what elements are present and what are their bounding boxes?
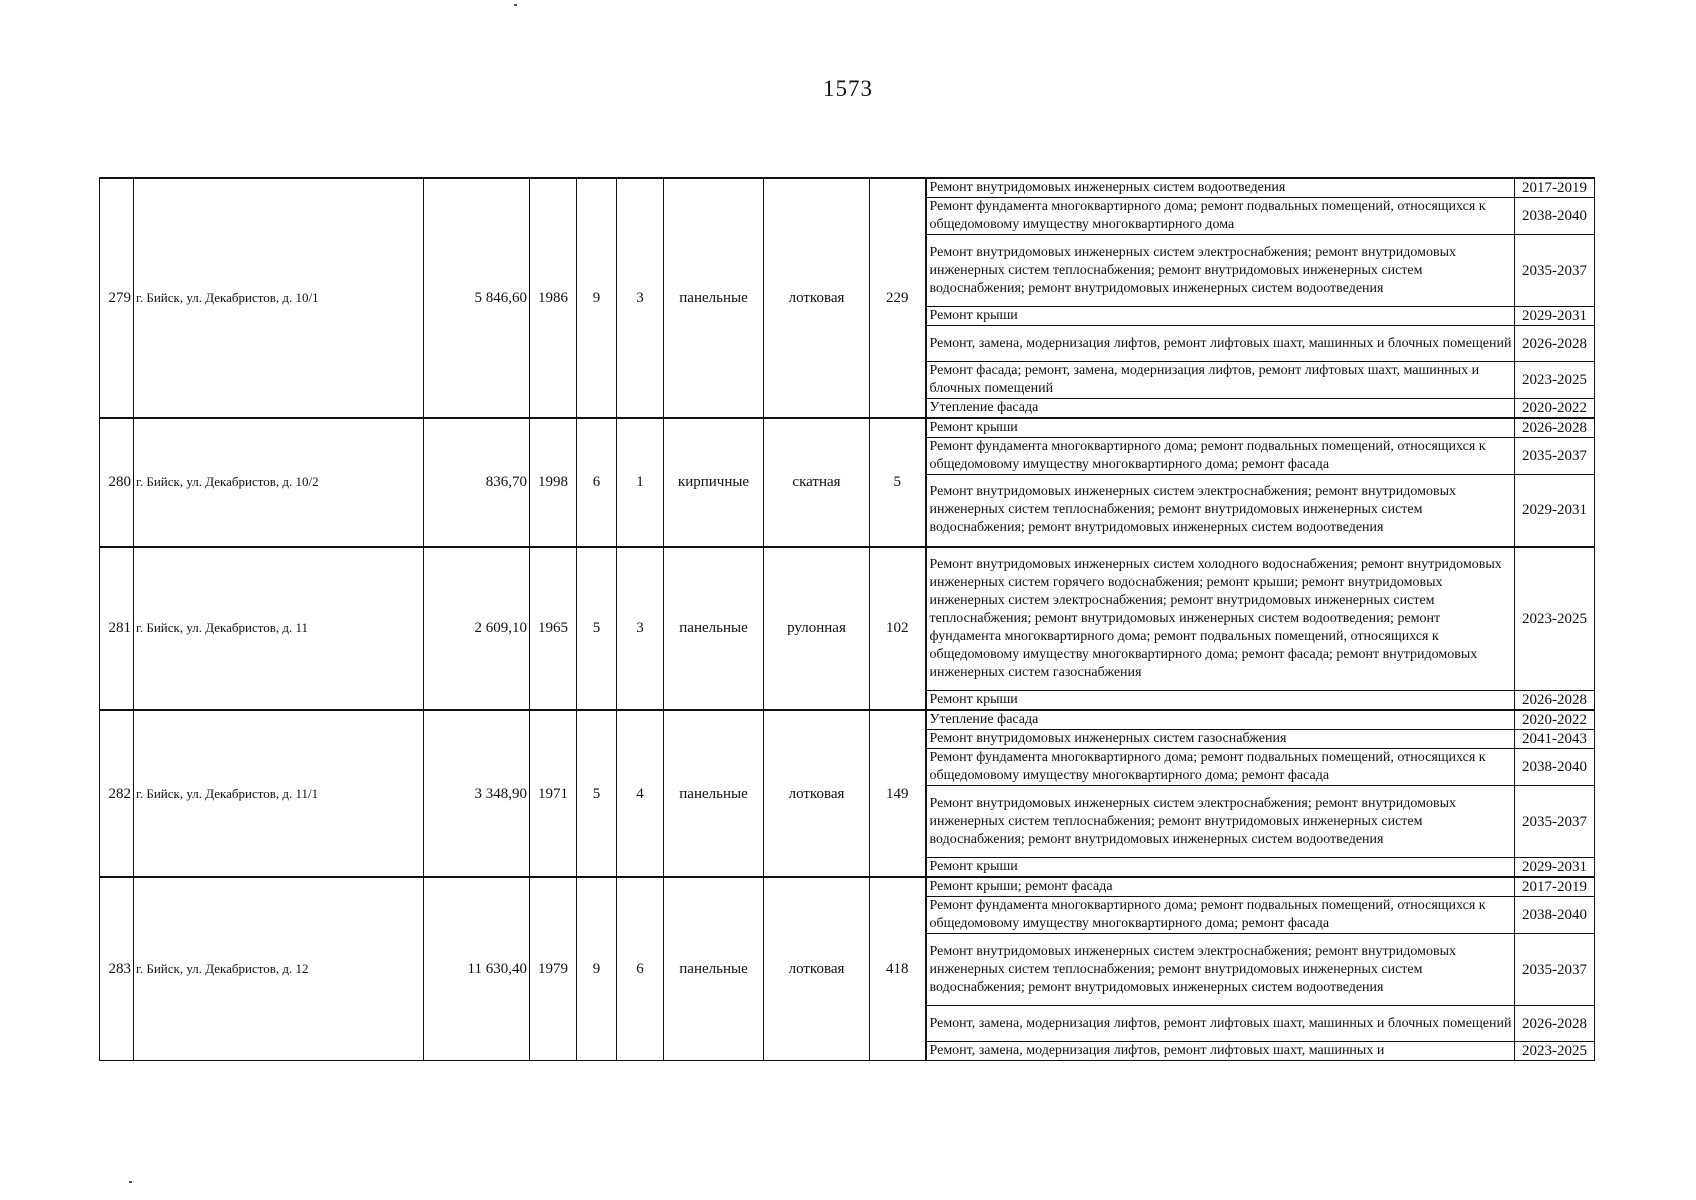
house-number: 281 bbox=[100, 547, 134, 711]
house-area: 2 609,10 bbox=[424, 547, 530, 711]
work-period: 2038-2040 bbox=[1515, 897, 1595, 934]
work-description: Ремонт, замена, модернизация лифтов, ремонт лифтовых шахт, машинных и блочных помещений bbox=[926, 326, 1515, 362]
house-entrances: 1 bbox=[617, 418, 664, 547]
work-period: 2035-2037 bbox=[1515, 235, 1595, 307]
work-description: Ремонт фундамента многоквартирного дома; ремонт подвальных помещений, относящихся к общедомовому имуществу многоквартирного дома; ремонт фасада bbox=[926, 438, 1515, 475]
house-area: 5 846,60 bbox=[424, 178, 530, 418]
house-floors: 6 bbox=[577, 418, 617, 547]
house-address: г. Бийск, ул. Декабристов, д. 11 bbox=[134, 547, 424, 711]
work-description: Ремонт, замена, модернизация лифтов, ремонт лифтовых шахт, машинных и bbox=[926, 1042, 1515, 1061]
repair-schedule-table bbox=[99, 177, 1595, 1061]
work-period: 2026-2028 bbox=[1515, 326, 1595, 362]
house-address: г. Бийск, ул. Декабристов, д. 10/1 bbox=[134, 178, 424, 418]
house-year: 1986 bbox=[530, 178, 577, 418]
house-roof-type: лотковая bbox=[764, 877, 870, 1061]
scan-speck bbox=[514, 4, 517, 6]
house-roof-type: лотковая bbox=[764, 178, 870, 418]
house-roof-type: скатная bbox=[764, 418, 870, 547]
work-period: 2026-2028 bbox=[1515, 691, 1595, 711]
house-address: г. Бийск, ул. Декабристов, д. 12 bbox=[134, 877, 424, 1061]
house-residents: 229 bbox=[870, 178, 926, 418]
house-entrances: 6 bbox=[617, 877, 664, 1061]
house-year: 1971 bbox=[530, 710, 577, 877]
work-description: Ремонт фасада; ремонт, замена, модернизация лифтов, ремонт лифтовых шахт, машинных и блочных помещений bbox=[926, 362, 1515, 399]
work-description: Ремонт внутридомовых инженерных систем водоотведения bbox=[926, 178, 1515, 198]
house-floors: 5 bbox=[577, 710, 617, 877]
work-description: Ремонт фундамента многоквартирного дома; ремонт подвальных помещений, относящихся к общедомовому имуществу многоквартирного дома bbox=[926, 198, 1515, 235]
house-roof-type: лотковая bbox=[764, 710, 870, 877]
house-wall-material: панельные bbox=[664, 547, 764, 711]
house-year: 1965 bbox=[530, 547, 577, 711]
house-wall-material: панельные bbox=[664, 877, 764, 1061]
house-number: 283 bbox=[100, 877, 134, 1061]
table-row bbox=[100, 710, 1595, 730]
work-period: 2017-2019 bbox=[1515, 877, 1595, 897]
work-description: Ремонт крыши bbox=[926, 418, 1515, 438]
work-description: Ремонт, замена, модернизация лифтов, ремонт лифтовых шахт, машинных и блочных помещений bbox=[926, 1006, 1515, 1042]
work-description: Утепление фасада bbox=[926, 710, 1515, 730]
page-number: 1573 bbox=[823, 76, 873, 101]
work-period: 2029-2031 bbox=[1515, 858, 1595, 878]
work-period: 2026-2028 bbox=[1515, 1006, 1595, 1042]
work-description: Ремонт крыши; ремонт фасада bbox=[926, 877, 1515, 897]
house-residents: 418 bbox=[870, 877, 926, 1061]
table-body bbox=[100, 178, 1595, 1061]
house-entrances: 3 bbox=[617, 178, 664, 418]
house-number: 282 bbox=[100, 710, 134, 877]
work-period: 2023-2025 bbox=[1515, 1042, 1595, 1061]
work-description: Ремонт внутридомовых инженерных систем холодного водоснабжения; ремонт внутридомовых инженерных систем горячего водоснабжения; ремонт крыши; ремонт внутридомовых инженерных систем электроснабжения; ремонт внутридомовых инженерных систем теплоснабжения; ремонт внутридомовых инженерных систем водоотведения; ремонт фундамента многоквартирного дома; ремонт подвальных помещений, относящихся к общедомовому имуществу многоквартирного дома; ремонт фасада; ремонт внутридомовых инженерных систем газоснабжения bbox=[926, 547, 1515, 691]
house-number: 280 bbox=[100, 418, 134, 547]
work-period: 2035-2037 bbox=[1515, 438, 1595, 475]
work-description: Ремонт крыши bbox=[926, 858, 1515, 878]
house-wall-material: панельные bbox=[664, 178, 764, 418]
work-description: Ремонт крыши bbox=[926, 307, 1515, 326]
work-description: Утепление фасада bbox=[926, 399, 1515, 419]
work-period: 2023-2025 bbox=[1515, 547, 1595, 691]
work-period: 2035-2037 bbox=[1515, 934, 1595, 1006]
house-entrances: 4 bbox=[617, 710, 664, 877]
work-period: 2038-2040 bbox=[1515, 198, 1595, 235]
work-description: Ремонт внутридомовых инженерных систем газоснабжения bbox=[926, 730, 1515, 749]
table-row bbox=[100, 418, 1595, 438]
house-roof-type: рулонная bbox=[764, 547, 870, 711]
work-description: Ремонт внутридомовых инженерных систем электроснабжения; ремонт внутридомовых инженерных систем теплоснабжения; ремонт внутридомовых инженерных систем водоснабжения; ремонт внутридомовых инженерных систем водоотведения bbox=[926, 934, 1515, 1006]
house-address: г. Бийск, ул. Декабристов, д. 10/2 bbox=[134, 418, 424, 547]
house-residents: 149 bbox=[870, 710, 926, 877]
work-period: 2023-2025 bbox=[1515, 362, 1595, 399]
house-number: 279 bbox=[100, 178, 134, 418]
scan-speck bbox=[129, 1181, 132, 1183]
house-entrances: 3 bbox=[617, 547, 664, 711]
house-floors: 9 bbox=[577, 178, 617, 418]
house-floors: 9 bbox=[577, 877, 617, 1061]
work-description: Ремонт внутридомовых инженерных систем электроснабжения; ремонт внутридомовых инженерных систем теплоснабжения; ремонт внутридомовых инженерных систем водоснабжения; ремонт внутридомовых инженерных систем водоотведения bbox=[926, 235, 1515, 307]
house-area: 11 630,40 bbox=[424, 877, 530, 1061]
work-period: 2038-2040 bbox=[1515, 749, 1595, 786]
work-period: 2020-2022 bbox=[1515, 710, 1595, 730]
work-description: Ремонт крыши bbox=[926, 691, 1515, 711]
work-description: Ремонт фундамента многоквартирного дома; ремонт подвальных помещений, относящихся к общедомовому имуществу многоквартирного дома; ремонт фасада bbox=[926, 897, 1515, 934]
work-description: Ремонт внутридомовых инженерных систем электроснабжения; ремонт внутридомовых инженерных систем теплоснабжения; ремонт внутридомовых инженерных систем водоснабжения; ремонт внутридомовых инженерных систем водоотведения bbox=[926, 475, 1515, 547]
table-row bbox=[100, 877, 1595, 897]
house-residents: 102 bbox=[870, 547, 926, 711]
work-period: 2026-2028 bbox=[1515, 418, 1595, 438]
house-wall-material: панельные bbox=[664, 710, 764, 877]
house-floors: 5 bbox=[577, 547, 617, 711]
house-address: г. Бийск, ул. Декабристов, д. 11/1 bbox=[134, 710, 424, 877]
house-area: 836,70 bbox=[424, 418, 530, 547]
house-year: 1998 bbox=[530, 418, 577, 547]
table-row bbox=[100, 178, 1595, 198]
work-period: 2041-2043 bbox=[1515, 730, 1595, 749]
house-area: 3 348,90 bbox=[424, 710, 530, 877]
work-period: 2017-2019 bbox=[1515, 178, 1595, 198]
work-period: 2035-2037 bbox=[1515, 786, 1595, 858]
work-period: 2029-2031 bbox=[1515, 475, 1595, 547]
house-wall-material: кирпичные bbox=[664, 418, 764, 547]
work-period: 2020-2022 bbox=[1515, 399, 1595, 419]
house-residents: 5 bbox=[870, 418, 926, 547]
work-description: Ремонт фундамента многоквартирного дома; ремонт подвальных помещений, относящихся к общедомовому имуществу многоквартирного дома; ремонт фасада bbox=[926, 749, 1515, 786]
work-description: Ремонт внутридомовых инженерных систем электроснабжения; ремонт внутридомовых инженерных систем теплоснабжения; ремонт внутридомовых инженерных систем водоснабжения; ремонт внутридомовых инженерных систем водоотведения bbox=[926, 786, 1515, 858]
house-year: 1979 bbox=[530, 877, 577, 1061]
work-period: 2029-2031 bbox=[1515, 307, 1595, 326]
table-row bbox=[100, 547, 1595, 691]
